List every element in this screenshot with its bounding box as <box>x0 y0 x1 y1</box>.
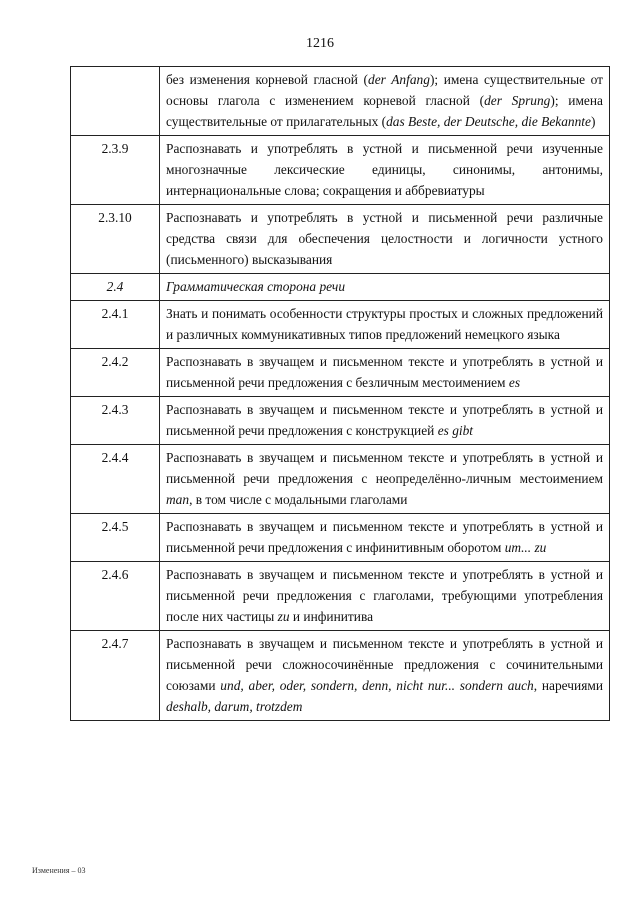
row-code: 2.3.9 <box>71 136 160 205</box>
text-segment: Распознавать в звучащем и письменном тексте и употреблять в устной и письменной речи предложения с неопределённо-личным местоимением <box>166 450 603 486</box>
row-description <box>160 205 610 274</box>
italic-term: das Beste, der Deutsche, die Bekannte <box>386 114 591 129</box>
row-description <box>160 445 610 514</box>
table-row <box>71 631 610 721</box>
row-code: 2.4 <box>71 274 160 301</box>
text-segment: Распознавать в звучащем и письменном тексте и употреблять в устной и письменной речи предложения с глаголами, требующими употребления после них частицы <box>166 567 603 624</box>
text-segment: Распознавать в звучащем и письменном тексте и употреблять в устной и письменной речи предложения с конструкцией <box>166 402 603 438</box>
row-code: 2.3.10 <box>71 205 160 274</box>
table-body <box>71 67 610 721</box>
text-segment: Распознавать и употреблять в устной и письменной речи изученные многозначные лексические единицы, синонимы, антонимы, интернациональные слова; сокращения и аббревиатуры <box>166 141 603 198</box>
row-description <box>160 67 610 136</box>
row-code: 2.4.2 <box>71 349 160 397</box>
text-segment: без изменения корневой гласной ( <box>166 72 369 87</box>
row-code: 2.4.3 <box>71 397 160 445</box>
row-description <box>160 136 610 205</box>
table-row <box>71 514 610 562</box>
table-row <box>71 562 610 631</box>
row-description <box>160 562 610 631</box>
footer-revision-note: Изменения – 03 <box>32 866 86 875</box>
text-segment: , в том числе с модальными глаголами <box>189 492 408 507</box>
table-row <box>71 136 610 205</box>
row-description <box>160 514 610 562</box>
curriculum-table <box>70 66 610 721</box>
row-description <box>160 631 610 721</box>
section-heading-row <box>71 274 610 301</box>
row-code: 2.4.6 <box>71 562 160 631</box>
row-code: 2.4.4 <box>71 445 160 514</box>
row-code: 2.4.7 <box>71 631 160 721</box>
italic-term: um... zu <box>504 540 547 555</box>
text-segment: ) <box>590 114 596 129</box>
text-segment: Распознавать и употреблять в устной и письменной речи различные средства связи для обеспечения целостности и логичности устного (письменного) высказывания <box>166 210 603 267</box>
italic-term: und, aber, oder, sondern, denn, nicht nur... sondern auch <box>220 678 534 693</box>
text-segment: Распознавать в звучащем и письменном тексте и употреблять в устной и письменной речи предложения с инфинитивным оборотом <box>166 519 603 555</box>
table-row <box>71 349 610 397</box>
italic-term: der Anfang <box>368 72 430 87</box>
italic-term: man <box>166 492 190 507</box>
text-segment: Грамматическая сторона речи <box>166 279 346 294</box>
table-row <box>71 301 610 349</box>
row-code <box>71 67 160 136</box>
row-code: 2.4.1 <box>71 301 160 349</box>
text-segment: и инфинитива <box>289 609 374 624</box>
text-segment: Знать и понимать особенности структуры простых и сложных предложений и различных коммуникативных типов предложений немецкого языка <box>166 306 603 342</box>
italic-term: es gibt <box>437 423 474 438</box>
row-code: 2.4.5 <box>71 514 160 562</box>
italic-term: der Sprung <box>484 93 551 108</box>
row-description <box>160 349 610 397</box>
italic-term: es <box>508 375 521 390</box>
text-segment: ); имена существительные от прилагательных ( <box>166 93 603 129</box>
text-segment: Распознавать в звучащем и письменном тексте и употреблять в устной и письменной речи предложения с безличным местоимением <box>166 354 603 390</box>
row-description <box>160 301 610 349</box>
table-row <box>71 445 610 514</box>
row-description <box>160 274 610 301</box>
italic-term: zu <box>277 609 290 624</box>
text-segment: , наречиями <box>533 678 603 693</box>
page-number: 1216 <box>306 36 334 51</box>
table-row <box>71 67 610 136</box>
italic-term: deshalb, darum, trotzdem <box>166 699 303 714</box>
table-row <box>71 397 610 445</box>
text-segment: ); имена существительные от основы глагола с изменением корневой гласной ( <box>166 72 604 108</box>
table-row <box>71 205 610 274</box>
row-description <box>160 397 610 445</box>
text-segment: Распознавать в звучащем и письменном тексте и употреблять в устной и письменной речи сложносочинённые предложения с сочинительными союзами <box>166 636 603 693</box>
